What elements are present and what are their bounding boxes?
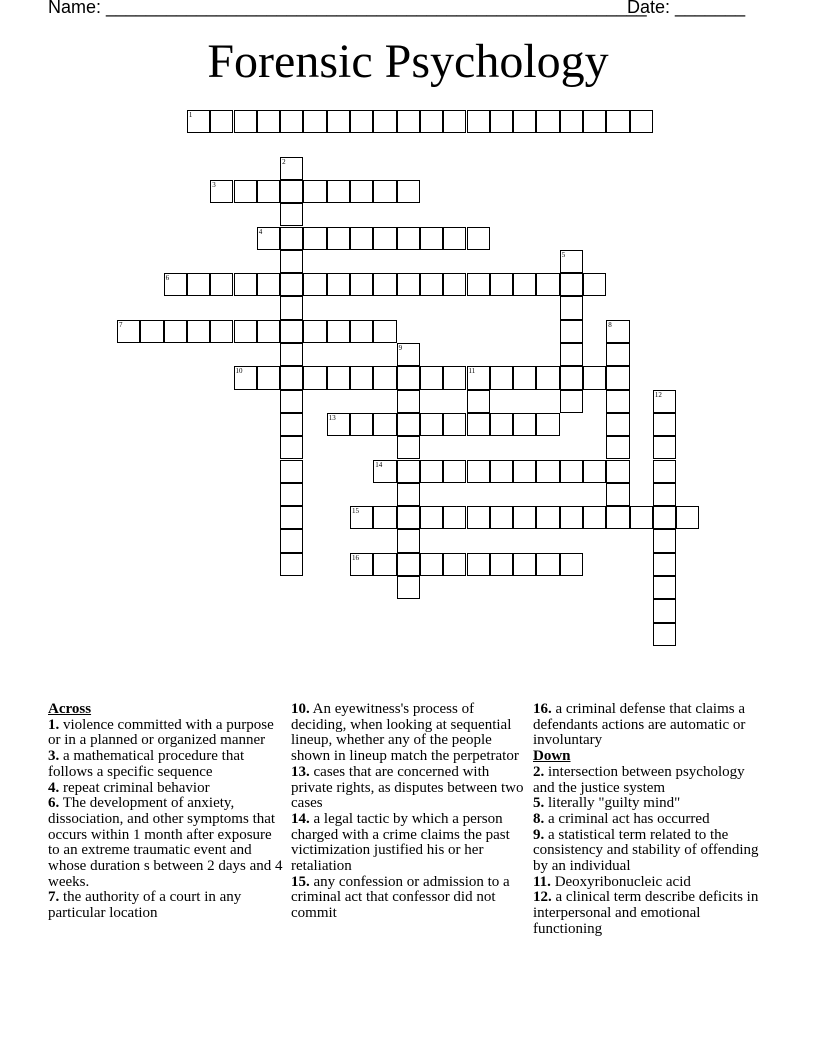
clue-across-10: 10. An eyewitness's process of deciding, when looking at sequential lineup, whether any of the people shown in lineup match the perpetrator (291, 701, 519, 765)
grid-cell[interactable] (210, 320, 233, 343)
clue-across-15: 15. any confession or admission to a criminal act that confessor did not commit (291, 873, 510, 922)
clue-number-label: 10 (235, 367, 243, 376)
grid-cell[interactable] (280, 273, 303, 296)
grid-cell[interactable] (583, 506, 606, 529)
clue-number-label: 3 (212, 180, 216, 189)
grid-cell[interactable] (257, 180, 280, 203)
grid-cell[interactable] (420, 553, 443, 576)
grid-cell[interactable] (303, 273, 326, 296)
grid-cell[interactable] (560, 553, 583, 576)
grid-cell[interactable] (327, 110, 350, 133)
clue-across-6: 6. The development of anxiety, dissociation, and other symptoms that occurs within 1 month after exposure to an extreme traumatic event and whose duration s between 2 days and 4 weeks. (48, 795, 283, 890)
grid-cell[interactable] (467, 366, 490, 389)
grid-cell[interactable] (373, 506, 396, 529)
clue-across-14: 14. a legal tactic by which a person charged with a crime claims the past victimization justified his or her retaliation (291, 810, 510, 875)
grid-cell[interactable] (653, 390, 676, 413)
grid-cell[interactable] (397, 273, 420, 296)
grid-cell[interactable] (653, 529, 676, 552)
down-heading: Down (533, 748, 571, 765)
grid-cell[interactable] (443, 110, 466, 133)
grid-cell[interactable] (513, 110, 536, 133)
grid-cell[interactable] (676, 506, 699, 529)
grid-cell[interactable] (350, 413, 373, 436)
grid-cell[interactable] (373, 110, 396, 133)
grid-cell[interactable] (606, 343, 629, 366)
grid-cell[interactable] (397, 227, 420, 250)
grid-cell[interactable] (327, 320, 350, 343)
grid-cell[interactable] (257, 366, 280, 389)
grid-cell[interactable] (397, 180, 420, 203)
grid-cell[interactable] (140, 320, 163, 343)
grid-cell[interactable] (467, 553, 490, 576)
grid-cell[interactable] (350, 227, 373, 250)
clue-number-label: 15 (352, 507, 359, 516)
grid-cell[interactable] (210, 273, 233, 296)
grid-cell[interactable] (443, 506, 466, 529)
grid-cell[interactable] (397, 460, 420, 483)
grid-cell[interactable] (653, 413, 676, 436)
grid-cell[interactable] (606, 390, 629, 413)
grid-cell[interactable] (397, 483, 420, 506)
grid-cell[interactable] (443, 227, 466, 250)
page-title: Forensic Psychology (207, 35, 609, 88)
grid-cell[interactable] (373, 460, 396, 483)
clue-down-11: 11. Deoxyribonucleic acid (533, 873, 691, 890)
clue-number-label: 9 (398, 344, 403, 352)
grid-cell[interactable] (560, 296, 583, 319)
grid-cell[interactable] (583, 460, 606, 483)
grid-cell[interactable] (420, 227, 443, 250)
grid-cell[interactable] (420, 413, 443, 436)
grid-cell[interactable] (327, 413, 350, 436)
grid-cell[interactable] (303, 180, 326, 203)
grid-cell[interactable] (397, 343, 420, 366)
grid-cell[interactable] (164, 273, 187, 296)
grid-cell[interactable] (443, 273, 466, 296)
grid-cell[interactable] (467, 390, 490, 413)
grid-cell[interactable] (187, 320, 210, 343)
grid-cell[interactable] (467, 506, 490, 529)
clue-number-label: 13 (328, 413, 336, 422)
grid-cell[interactable] (560, 110, 583, 133)
grid-cell[interactable] (467, 227, 490, 250)
grid-cell[interactable] (467, 110, 490, 133)
grid-cell[interactable] (490, 460, 513, 483)
grid-cell[interactable] (420, 273, 443, 296)
clue-number-label: 8 (608, 320, 612, 329)
grid-cell[interactable] (513, 413, 536, 436)
grid-cell[interactable] (606, 320, 629, 343)
clue-number-label: 5 (561, 250, 566, 259)
grid-cell[interactable] (443, 553, 466, 576)
grid-cell[interactable] (653, 460, 676, 483)
grid-cell[interactable] (397, 553, 420, 576)
clue-down-2: 2. intersection between psychology and the justice system (533, 763, 745, 796)
clue-across-13: 13. cases that are concerned with private rights, as disputes between two cases (291, 763, 524, 812)
grid-cell[interactable] (583, 366, 606, 389)
grid-cell[interactable] (630, 506, 653, 529)
grid-cell[interactable] (560, 343, 583, 366)
grid-cell[interactable] (373, 180, 396, 203)
grid-cell[interactable] (187, 273, 210, 296)
grid-cell[interactable] (397, 436, 420, 459)
clue-number-label: 1 (188, 111, 193, 119)
grid-cell[interactable] (536, 366, 559, 389)
grid-cell[interactable] (187, 110, 210, 133)
grid-cell[interactable] (210, 110, 233, 133)
grid-cell[interactable] (280, 366, 303, 389)
grid-cell[interactable] (397, 576, 420, 599)
grid-cell[interactable] (630, 110, 653, 133)
clue-number-label: 6 (165, 274, 170, 283)
grid-cell[interactable] (350, 110, 373, 133)
grid-cell[interactable] (560, 460, 583, 483)
grid-cell[interactable] (280, 436, 303, 459)
grid-cell[interactable] (397, 110, 420, 133)
clue-down-12: 12. a clinical term describe deficits in interpersonal and emotional functioning (533, 889, 759, 937)
grid-cell[interactable] (606, 413, 629, 436)
grid-cell[interactable] (443, 413, 466, 436)
grid-cell[interactable] (420, 366, 443, 389)
grid-cell[interactable] (280, 483, 303, 506)
grid-cell[interactable] (420, 110, 443, 133)
grid-cell[interactable] (117, 320, 140, 343)
grid-cell[interactable] (606, 366, 629, 389)
grid-cell[interactable] (467, 273, 490, 296)
grid-cell[interactable] (467, 460, 490, 483)
grid-cell[interactable] (397, 366, 420, 389)
grid-cell[interactable] (513, 460, 536, 483)
clue-across-4: 4. repeat criminal behavior (48, 779, 210, 796)
grid-cell[interactable] (280, 227, 303, 250)
grid-cell[interactable] (560, 506, 583, 529)
grid-cell[interactable] (653, 483, 676, 506)
grid-cell[interactable] (327, 273, 350, 296)
grid-cell[interactable] (234, 273, 257, 296)
clues-column-3 (533, 702, 769, 938)
grid-cell[interactable] (350, 320, 373, 343)
grid-cell[interactable] (513, 553, 536, 576)
grid-cell[interactable] (280, 553, 303, 576)
grid-cell[interactable] (420, 460, 443, 483)
grid-cell[interactable] (397, 390, 420, 413)
grid-cell[interactable] (303, 320, 326, 343)
clue-across-1: 1. violence committed with a purpose or in a planned or organized manner (48, 716, 274, 749)
grid-cell[interactable] (280, 529, 303, 552)
grid-cell[interactable] (560, 250, 583, 273)
grid-cell[interactable] (373, 413, 396, 436)
grid-cell[interactable] (490, 273, 513, 296)
clue-number-label: 16 (352, 553, 359, 562)
grid-cell[interactable] (653, 553, 676, 576)
name-field-label: Name: ______________________________________________________ (48, 0, 647, 17)
grid-cell[interactable] (350, 180, 373, 203)
clue-across-16: 16. a criminal defense that claims a defendants actions are automatic or involuntary (533, 701, 746, 749)
grid-cell[interactable] (536, 460, 559, 483)
grid-cell[interactable] (653, 623, 676, 646)
grid-cell[interactable] (653, 576, 676, 599)
grid-cell[interactable] (280, 343, 303, 366)
clue-number-label: 7 (119, 320, 123, 329)
grid-cell[interactable] (280, 157, 303, 180)
clue-number-label: 11 (468, 367, 476, 376)
grid-cell[interactable] (490, 366, 513, 389)
grid-cell[interactable] (373, 273, 396, 296)
across-heading: Across (48, 701, 92, 717)
grid-cell[interactable] (350, 366, 373, 389)
grid-cell[interactable] (280, 203, 303, 226)
grid-cell[interactable] (373, 320, 396, 343)
clue-number-label: 14 (375, 460, 383, 469)
grid-cell[interactable] (350, 506, 373, 529)
grid-cell[interactable] (280, 506, 303, 529)
grid-cell[interactable] (536, 110, 559, 133)
grid-cell[interactable] (443, 366, 466, 389)
grid-cell[interactable] (653, 599, 676, 622)
grid-cell[interactable] (536, 413, 559, 436)
grid-cell[interactable] (350, 553, 373, 576)
grid-cell[interactable] (280, 296, 303, 319)
grid-cell[interactable] (606, 460, 629, 483)
grid-cell[interactable] (257, 320, 280, 343)
clue-down-8: 8. a criminal act has occurred (533, 810, 710, 827)
grid-cell[interactable] (536, 506, 559, 529)
grid-cell[interactable] (490, 110, 513, 133)
grid-cell[interactable] (397, 506, 420, 529)
grid-cell[interactable] (280, 110, 303, 133)
grid-cell[interactable] (536, 553, 559, 576)
grid-cell[interactable] (373, 227, 396, 250)
clue-number-label: 12 (654, 390, 662, 399)
grid-cell[interactable] (303, 366, 326, 389)
grid-cell[interactable] (280, 413, 303, 436)
grid-cell[interactable] (606, 483, 629, 506)
grid-cell[interactable] (257, 273, 280, 296)
grid-cell[interactable] (327, 366, 350, 389)
grid-cell[interactable] (606, 110, 629, 133)
grid-cell[interactable] (327, 180, 350, 203)
grid-cell[interactable] (303, 110, 326, 133)
grid-cell[interactable] (606, 506, 629, 529)
grid-cell[interactable] (583, 110, 606, 133)
grid-cell[interactable] (560, 273, 583, 296)
grid-cell[interactable] (303, 227, 326, 250)
clues-column-1 (48, 702, 284, 922)
clue-number-label: 2 (282, 157, 286, 166)
grid-cell[interactable] (280, 460, 303, 483)
grid-cell[interactable] (443, 460, 466, 483)
grid-cell[interactable] (280, 390, 303, 413)
grid-cell[interactable] (280, 180, 303, 203)
clues-column-2 (291, 702, 527, 922)
grid-cell[interactable] (490, 413, 513, 436)
grid-cell[interactable] (513, 366, 536, 389)
grid-cell[interactable] (490, 506, 513, 529)
clue-down-9: 9. a statistical term related to the consistency and stability of offending by an individual (533, 826, 759, 875)
grid-cell[interactable] (653, 436, 676, 459)
grid-cell[interactable] (257, 110, 280, 133)
grid-cell[interactable] (164, 320, 187, 343)
grid-cell[interactable] (513, 273, 536, 296)
clue-across-7: 7. the authority of a court in any particular location (48, 889, 242, 922)
grid-cell[interactable] (280, 250, 303, 273)
grid-cell[interactable] (397, 413, 420, 436)
clue-across-3: 3. a mathematical procedure that follows a specific sequence (48, 748, 245, 780)
grid-cell[interactable] (513, 506, 536, 529)
grid-cell[interactable] (467, 413, 490, 436)
grid-cell[interactable] (234, 110, 257, 133)
grid-cell[interactable] (536, 273, 559, 296)
grid-cell[interactable] (606, 436, 629, 459)
grid-cell[interactable] (327, 227, 350, 250)
grid-cell[interactable] (560, 390, 583, 413)
clue-number-label: 4 (258, 227, 263, 236)
grid-cell[interactable] (280, 320, 303, 343)
grid-cell[interactable] (350, 273, 373, 296)
grid-cell[interactable] (560, 366, 583, 389)
grid-cell[interactable] (653, 506, 676, 529)
grid-cell[interactable] (234, 366, 257, 389)
grid-cell[interactable] (560, 320, 583, 343)
grid-cell[interactable] (257, 227, 280, 250)
grid-cell[interactable] (420, 506, 443, 529)
grid-cell[interactable] (397, 529, 420, 552)
date-field-label: Date: _______ (627, 0, 746, 17)
grid-cell[interactable] (234, 320, 257, 343)
grid-cell[interactable] (234, 180, 257, 203)
grid-cell[interactable] (373, 366, 396, 389)
grid-cell[interactable] (373, 553, 396, 576)
grid-cell[interactable] (490, 553, 513, 576)
clue-down-5: 5. literally "guilty mind" (533, 795, 681, 812)
grid-cell[interactable] (210, 180, 233, 203)
grid-cell[interactable] (583, 273, 606, 296)
